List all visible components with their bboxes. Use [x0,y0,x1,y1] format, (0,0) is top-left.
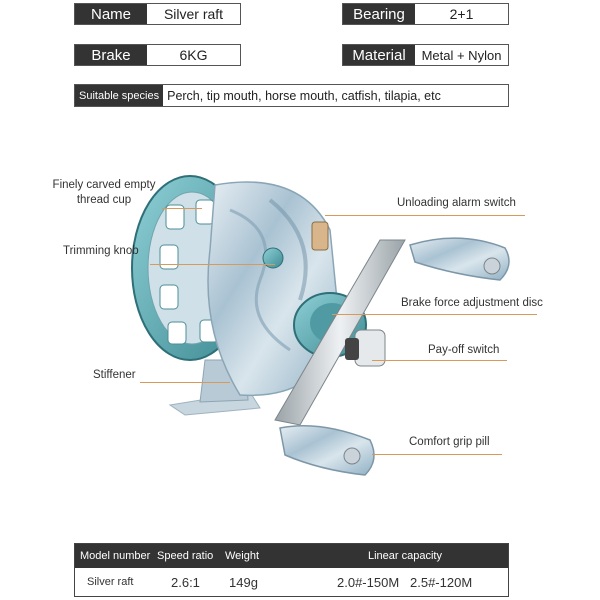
grip-bottom [280,426,374,475]
callout-thread-cup-line1: Finely carved empty [52,179,156,191]
spec-material-label: Material [343,45,415,65]
th-weight: Weight [225,550,260,562]
callout-line-trimming-knob [150,264,275,265]
spec-brake-label: Brake [75,45,147,65]
spec-name-label: Name [75,4,147,24]
callout-brake-disc: Brake force adjustment disc [401,297,543,309]
callout-thread-cup [49,178,159,208]
th-capacity: Linear capacity [368,550,442,562]
td-model: Silver raft [87,576,134,588]
callout-line-thread-cup [162,208,202,209]
spec-table [74,543,509,597]
spec-bearing-value: 2+1 [449,6,474,22]
callout-stiffener: Stiffener [93,369,136,381]
callout-thread-cup-line2: thread cup [76,194,132,206]
td-speed: 2.6:1 [171,574,200,590]
td-capacity-1: 2.0#-150M [337,574,400,590]
callout-line-grip [372,454,502,455]
td-capacity-2: 2.5#-120M [410,574,473,590]
spec-species-value: Perch, tip mouth, horse mouth, catfish, tilapia, etc [167,88,441,103]
spec-table-row [75,568,508,596]
spec-material-value: Metal + Nylon [421,47,502,63]
callout-line-alarm [325,215,525,216]
callout-payoff-switch: Pay-off switch [428,344,500,356]
spec-brake-value: 6KG [179,47,208,63]
callout-line-stiffener [140,382,230,383]
spec-table-header [75,544,508,568]
alarm-switch [312,222,328,250]
spec-name-value: Silver raft [163,6,224,22]
callout-alarm-switch: Unloading alarm switch [397,197,516,209]
spec-species-label: Suitable species [75,85,163,106]
callout-trimming-knob: Trimming knob [63,245,139,257]
callout-grip: Comfort grip pill [409,436,490,448]
callout-line-brake [332,314,537,315]
td-weight: 149g [229,574,258,590]
th-model: Model number [80,550,151,562]
callout-line-payoff [372,360,507,361]
th-speed: Speed ratio [157,550,214,562]
trimming-knob [263,248,283,268]
spec-bearing-label: Bearing [343,4,415,24]
